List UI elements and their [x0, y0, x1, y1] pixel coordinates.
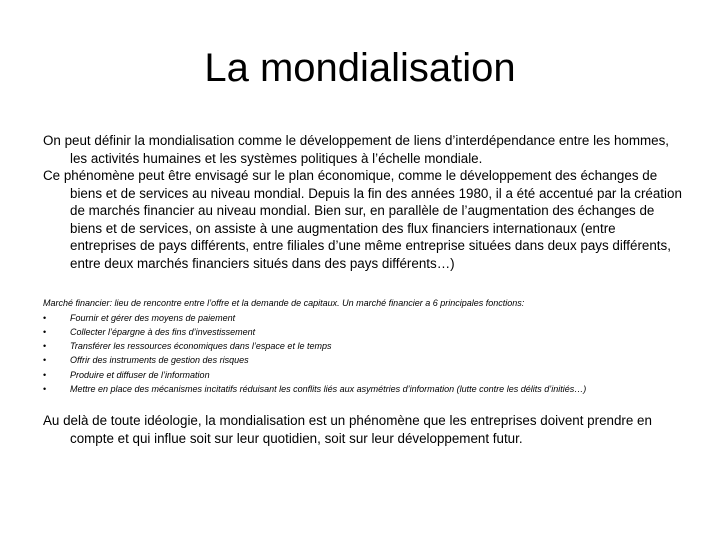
list-item: [43, 368, 683, 382]
bullet-icon: •: [43, 369, 47, 380]
list-item-text: Collecter l’épargne à des fins d’investissement: [70, 326, 256, 337]
list-item-text: Fournir et gérer des moyens de paiement: [70, 312, 236, 323]
list-item-text: Offrir des instruments de gestion des risques: [70, 355, 249, 366]
list-item: [43, 353, 683, 367]
definition-paragraph: On peut définir la mondialisation comme le développement de liens d’interdépendance entre les hommes, les activités humaines et les systèmes politiques à l’échelle mondiale.: [43, 133, 670, 166]
list-item-text: Mettre en place des mécanismes incitatifs réduisant les conflits liés aux asymétries d’information (lutte contre les délits d’initiés…): [70, 383, 587, 394]
list-item: [43, 325, 683, 339]
slide-title: La mondialisation: [204, 46, 516, 90]
slide-body: [43, 132, 683, 447]
list-item: [43, 311, 683, 325]
conclusion-paragraph: Au delà de toute idéologie, la mondialisation est un phénomène que les entreprises doivent prendre en compte et qui influe soit sur leur quotidien, soit sur leur développement futur.: [43, 413, 652, 446]
list-item-text: Produire et diffuser de l’information: [70, 369, 210, 380]
bullet-icon: •: [43, 355, 47, 366]
list-item: [43, 382, 683, 396]
list-item-text: Transférer les ressources économiques dans l’espace et le temps: [70, 341, 332, 352]
list-item: [43, 339, 683, 353]
financial-market-note: [43, 296, 683, 396]
note-intro: Marché financier: lieu de rencontre entre l’offre et la demande de capitaux. Un marché financier a 6 principales fonctions:: [43, 298, 525, 308]
function-list: [43, 311, 683, 397]
bullet-icon: •: [43, 326, 47, 337]
bullet-icon: •: [43, 341, 47, 352]
bullet-icon: •: [43, 312, 47, 323]
bullet-icon: •: [43, 383, 47, 394]
economic-paragraph: Ce phénomène peut être envisagé sur le plan économique, comme le développement des échanges de biens et de services au niveau mondial. Depuis la fin des années 1980, il a été accentué par la création de marchés financier au niveau mondial. Bien sur, en parallèle de l’augmentation des échanges de biens et de services, on assiste à une augmentation des flux financiers internationaux (entre entreprises de pays différents, entre filiales d’une même entreprise situées dans deux pays différents, entre deux marchés financiers situés dans des pays différents…): [43, 168, 682, 271]
